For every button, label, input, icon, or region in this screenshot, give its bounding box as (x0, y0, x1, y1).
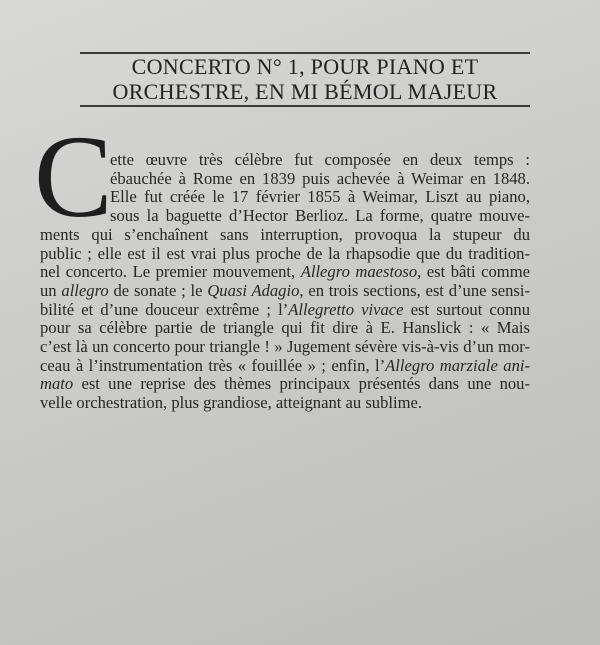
text-segment: c’est là un concerto pour triangle ! » Jugement sévère vis-à-vis d’un mor- (40, 337, 530, 356)
italic-text: Allegro marziale ani- (385, 355, 531, 375)
text-segment: est une reprise des thèmes principaux présentés dans une nou- (73, 374, 530, 394)
heading-line-2: ORCHESTRE, EN MI BÉMOL MAJEUR (112, 79, 498, 104)
text-line (110, 150, 530, 169)
text-line (110, 169, 530, 188)
text-line (40, 393, 530, 412)
text-line (110, 206, 530, 225)
text-segment: bilité et d’une douceur extrême ; l’ (40, 299, 289, 319)
text-line (40, 318, 530, 337)
text-segment: ette œuvre très célèbre fut composée en deux temps : (110, 150, 530, 169)
italic-text: allegro (61, 280, 109, 300)
text-segment: sous la baguette d’Hector Berlioz. La forme, quatre mouve- (110, 206, 530, 226)
text-segment: est surtout connu (403, 299, 530, 319)
heading-bottom-rule (80, 105, 530, 107)
text-segment: public ; elle est il est vrai plus proche de la rhapsodie que du tradition- (40, 243, 530, 263)
text-segment: , est bâti comme (417, 262, 530, 282)
text-segment: , en trois sections, est d’une sensi- (299, 280, 530, 300)
text-line (40, 225, 530, 244)
text-segment: ceau à l’instrumentation très « fouillée » ; enfin, l’ (40, 355, 386, 375)
italic-text: Allegretto vivace (288, 299, 404, 319)
italic-text: Allegro maestoso (300, 262, 418, 282)
italic-text: mato (40, 374, 74, 394)
text-segment: ments qui s’enchaînent sans interruption, provoqua la stupeur du (40, 224, 530, 244)
text-segment: un (40, 280, 62, 300)
text-line (40, 300, 530, 319)
text-line (40, 281, 530, 300)
text-segment: velle orchestration, plus grandiose, atteignant au sublime. (40, 393, 423, 413)
text-segment: nel concerto. Le premier mouvement, (40, 262, 301, 282)
text-line (40, 356, 530, 375)
text-segment: Elle fut créée le 17 février 1855 à Weimar, Liszt au piano, (110, 187, 530, 207)
italic-text: Quasi Adagio (207, 280, 300, 300)
text-line (40, 262, 530, 281)
drop-cap: C (34, 111, 113, 242)
text-segment: ébauchée à Rome en 1839 puis achevée à Weimar en 1848. (110, 168, 530, 188)
text-segment: de sonate ; le (108, 280, 208, 300)
text-line (40, 374, 530, 393)
text-line (40, 337, 530, 356)
heading-line-1: CONCERTO N° 1, POUR PIANO ET (131, 54, 479, 79)
text-line (110, 187, 530, 206)
text-segment: pour sa célèbre partie de triangle qui fit dire à E. Hanslick : « Mais (40, 318, 530, 338)
text-line (40, 244, 530, 263)
